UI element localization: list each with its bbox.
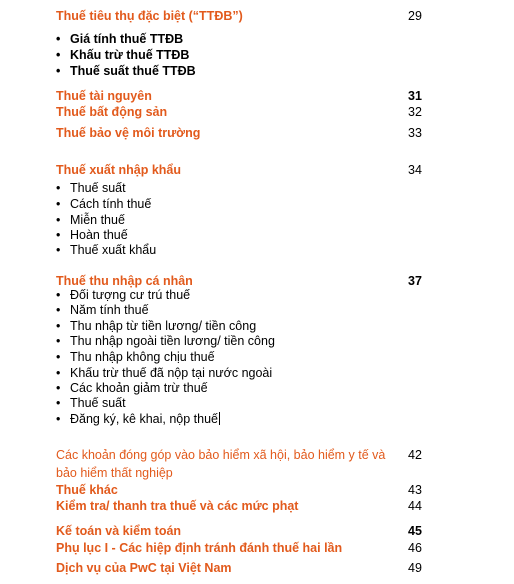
toc-page-tai-nguyen: 31 [408, 89, 422, 103]
toc-title-tncn[interactable]: Thuế thu nhập cá nhân [56, 274, 193, 288]
toc-subitem: • Thuế xuất khẩu [56, 243, 157, 257]
toc-page-tncn: 37 [408, 274, 422, 288]
toc-page-xuat-nhap-khau: 34 [408, 163, 422, 177]
toc-page-bat-dong-san: 32 [408, 105, 422, 119]
toc-page-kiem-tra: 44 [408, 499, 422, 513]
toc-subitem: • Hoàn thuế [56, 228, 128, 242]
toc-subitem: • Thuế suất [56, 396, 126, 410]
toc-title-bao-ve-moi-truong[interactable]: Thuế bảo vệ môi trường [56, 126, 201, 140]
toc-subitem: • Các khoản giảm trừ thuế [56, 381, 208, 395]
toc-page-ttdb: 29 [408, 9, 422, 23]
toc-subitem: • Khấu trừ thuế đã nộp tại nước ngoài [56, 366, 273, 380]
text-cursor [219, 412, 220, 425]
toc-page-ke-toan: 45 [408, 524, 422, 538]
toc-page-bao-hiem: 42 [408, 448, 422, 462]
toc-subitem: • Năm tính thuế [56, 303, 149, 317]
toc-subitem: • Khấu trừ thuế TTĐB [56, 48, 190, 62]
toc-title-bao-hiem[interactable]: Các khoản đóng góp vào bảo hiểm xã hội, bảo hiểm y tế và bảo hiểm thất nghiệp [56, 448, 386, 480]
toc-subitem: • Thu nhập từ tiền lương/ tiền công [56, 319, 257, 333]
toc-page-dich-vu: 49 [408, 561, 422, 575]
toc-title-xuat-nhap-khau[interactable]: Thuế xuất nhập khẩu [56, 163, 182, 177]
toc-page-bao-ve-moi-truong: 33 [408, 126, 422, 140]
toc-title-bat-dong-san[interactable]: Thuế bất động sản [56, 105, 168, 119]
toc-title-phu-luc[interactable]: Phụ lục I - Các hiệp định tránh đánh thuế hai lần [56, 541, 343, 555]
toc-page-phu-luc: 46 [408, 541, 422, 555]
toc-subitem: • Đăng ký, kê khai, nộp thuế [56, 412, 219, 426]
toc-title-thue-khac[interactable]: Thuế khác [56, 483, 118, 497]
toc-subitem: • Thu nhập không chịu thuế [56, 350, 215, 364]
toc-page-thue-khac: 43 [408, 483, 422, 497]
toc-title-tai-nguyen[interactable]: Thuế tài nguyên [56, 89, 152, 103]
toc-subitem: • Đối tượng cư trú thuế [56, 288, 191, 302]
toc-title-kiem-tra[interactable]: Kiểm tra/ thanh tra thuế và các mức phạt [56, 499, 299, 513]
toc-title-dich-vu[interactable]: Dịch vụ của PwC tại Việt Nam [56, 561, 232, 575]
toc-subitem: • Thuế suất [56, 181, 126, 195]
toc-subitem: • Thu nhập ngoài tiền lương/ tiền công [56, 334, 275, 348]
toc-title-ttdb[interactable]: Thuế tiêu thụ đặc biệt (“TTĐB”) [56, 9, 243, 23]
toc-title-ke-toan[interactable]: Kế toán và kiểm toán [56, 524, 182, 538]
toc-subitem: • Cách tính thuế [56, 197, 152, 211]
toc-subitem: • Giá tính thuế TTĐB [56, 32, 184, 46]
toc-subitem: • Thuế suất thuế TTĐB [56, 64, 196, 78]
toc-subitem: • Miễn thuế [56, 213, 125, 227]
